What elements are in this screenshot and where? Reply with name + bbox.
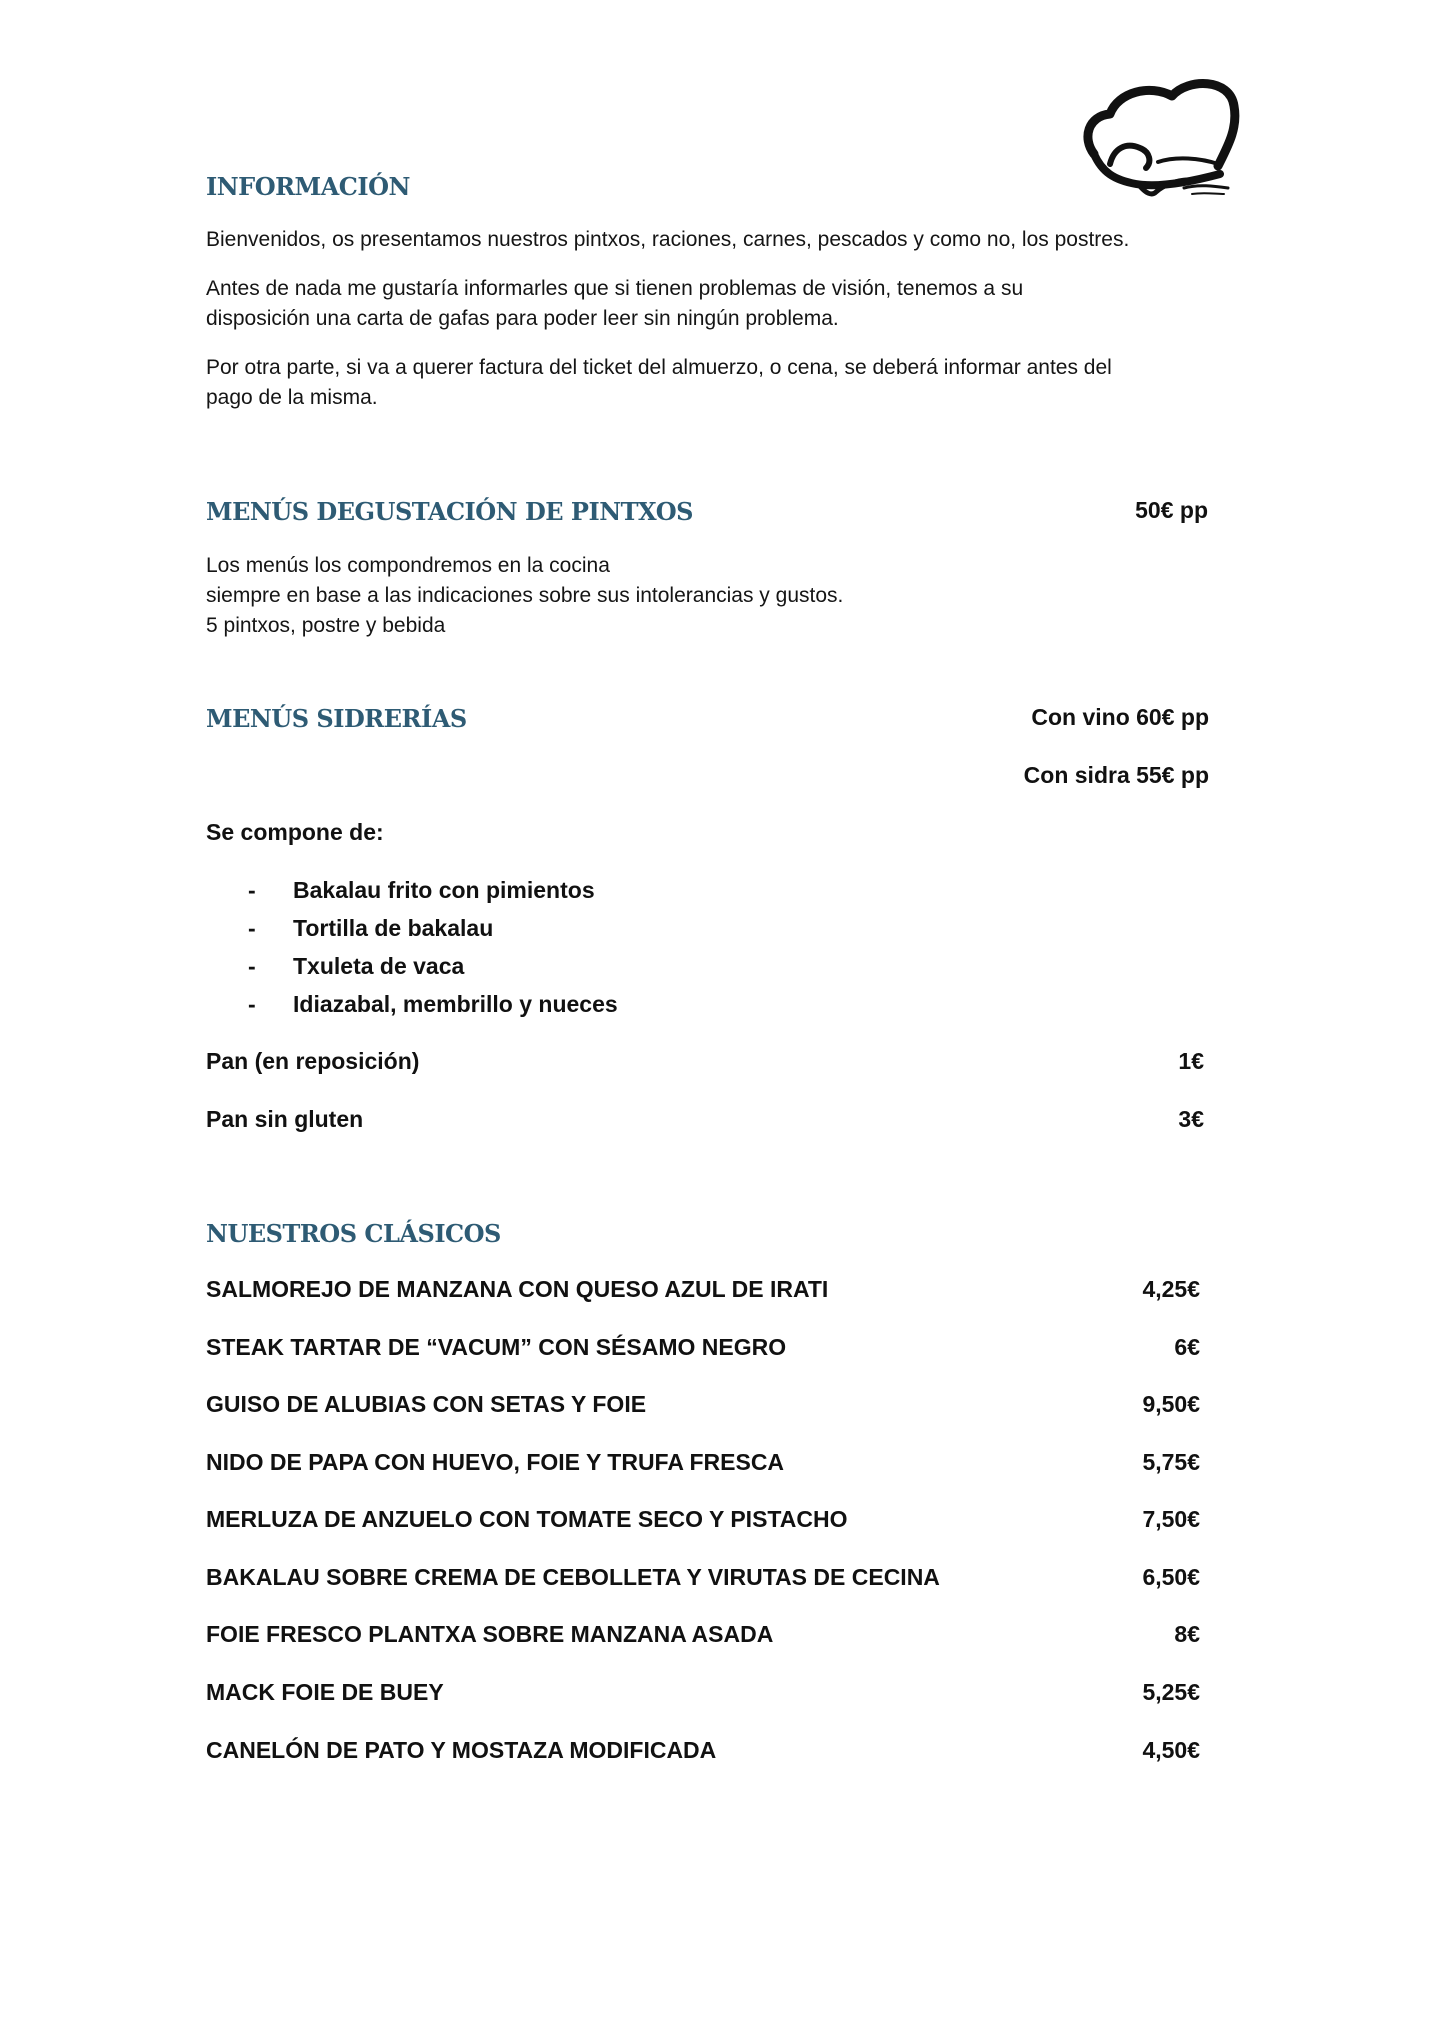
dish-name: SALMOREJO DE MANZANA CON QUESO AZUL DE IRATI [206,1276,829,1302]
info-invoice-text-line2: pago de la misma. [206,386,378,409]
dish-name: NIDO DE PAPA CON HUEVO, FOIE Y TRUFA FRESCA [206,1449,785,1475]
info-welcome-text: Bienvenidos, os presentamos nuestros pintxos, raciones, carnes, pescados y como no, los postres. [206,228,1130,251]
info-invoice-text-line1: Por otra parte, si va a querer factura del ticket del almuerzo, o cena, se deberá informar antes del [206,356,1112,379]
section-title-informacion: INFORMACIÓN [206,172,410,201]
section-title-sidrerias: MENÚS SIDRERÍAS [206,704,467,733]
list-bullet: - [248,877,256,903]
degustacion-desc-line3: 5 pintxos, postre y bebida [206,614,446,637]
degustacion-desc-line1: Los menús los compondremos en la cocina [206,554,610,577]
sidrerias-compone-label: Se compone de: [206,819,384,845]
sidrerias-price-vino: Con vino 60€ pp [1031,704,1209,730]
info-glasses-text-line2: disposición una carta de gafas para poder leer sin ningún problema. [206,307,839,330]
info-glasses-text-line1: Antes de nada me gustaría informarles que si tienen problemas de visión, tenemos a su [206,277,1024,300]
dish-name: BAKALAU SOBRE CREMA DE CEBOLLETA Y VIRUTAS DE CECINA [206,1564,940,1590]
dish-name: MACK FOIE DE BUEY [206,1679,444,1705]
section-title-degustacion: MENÚS DEGUSTACIÓN DE PINTXOS [206,497,693,526]
list-bullet: - [248,991,256,1017]
dish-price: 5,25€ [1142,1679,1200,1705]
degustacion-price: 50€ pp [1135,497,1208,523]
dish-price: 4,50€ [1142,1737,1200,1763]
pan-label: Pan (en reposición) [206,1048,420,1074]
dish-price: 4,25€ [1142,1276,1200,1302]
list-bullet: - [248,953,256,979]
dish-name: STEAK TARTAR DE “VACUM” CON SÉSAMO NEGRO [206,1334,787,1360]
dish-name: GUISO DE ALUBIAS CON SETAS Y FOIE [206,1391,647,1417]
dish-price: 6,50€ [1142,1564,1200,1590]
dish-price: 7,50€ [1142,1506,1200,1532]
dish-name: FOIE FRESCO PLANTXA SOBRE MANZANA ASADA [206,1621,774,1647]
dish-name: MERLUZA DE ANZUELO CON TOMATE SECO Y PISTACHO [206,1506,848,1532]
section-title-clasicos: NUESTROS CLÁSICOS [206,1219,501,1248]
pan-sin-gluten-label: Pan sin gluten [206,1106,364,1132]
dish-price: 8€ [1174,1621,1200,1647]
list-item: Txuleta de vaca [293,953,465,979]
chef-hat-icon [1080,76,1240,201]
pan-price: 1€ [1178,1048,1204,1074]
pan-sin-gluten-price: 3€ [1178,1106,1204,1132]
dish-price: 9,50€ [1142,1391,1200,1417]
list-item: Tortilla de bakalau [293,915,494,941]
sidrerias-price-sidra: Con sidra 55€ pp [1023,762,1209,788]
dish-name: CANELÓN DE PATO Y MOSTAZA MODIFICADA [206,1737,717,1763]
degustacion-desc-line2: siempre en base a las indicaciones sobre sus intolerancias y gustos. [206,584,844,607]
dish-price: 5,75€ [1142,1449,1200,1475]
dish-price: 6€ [1174,1334,1200,1360]
list-bullet: - [248,915,256,941]
list-item: Bakalau frito con pimientos [293,877,595,903]
list-item: Idiazabal, membrillo y nueces [293,991,618,1017]
